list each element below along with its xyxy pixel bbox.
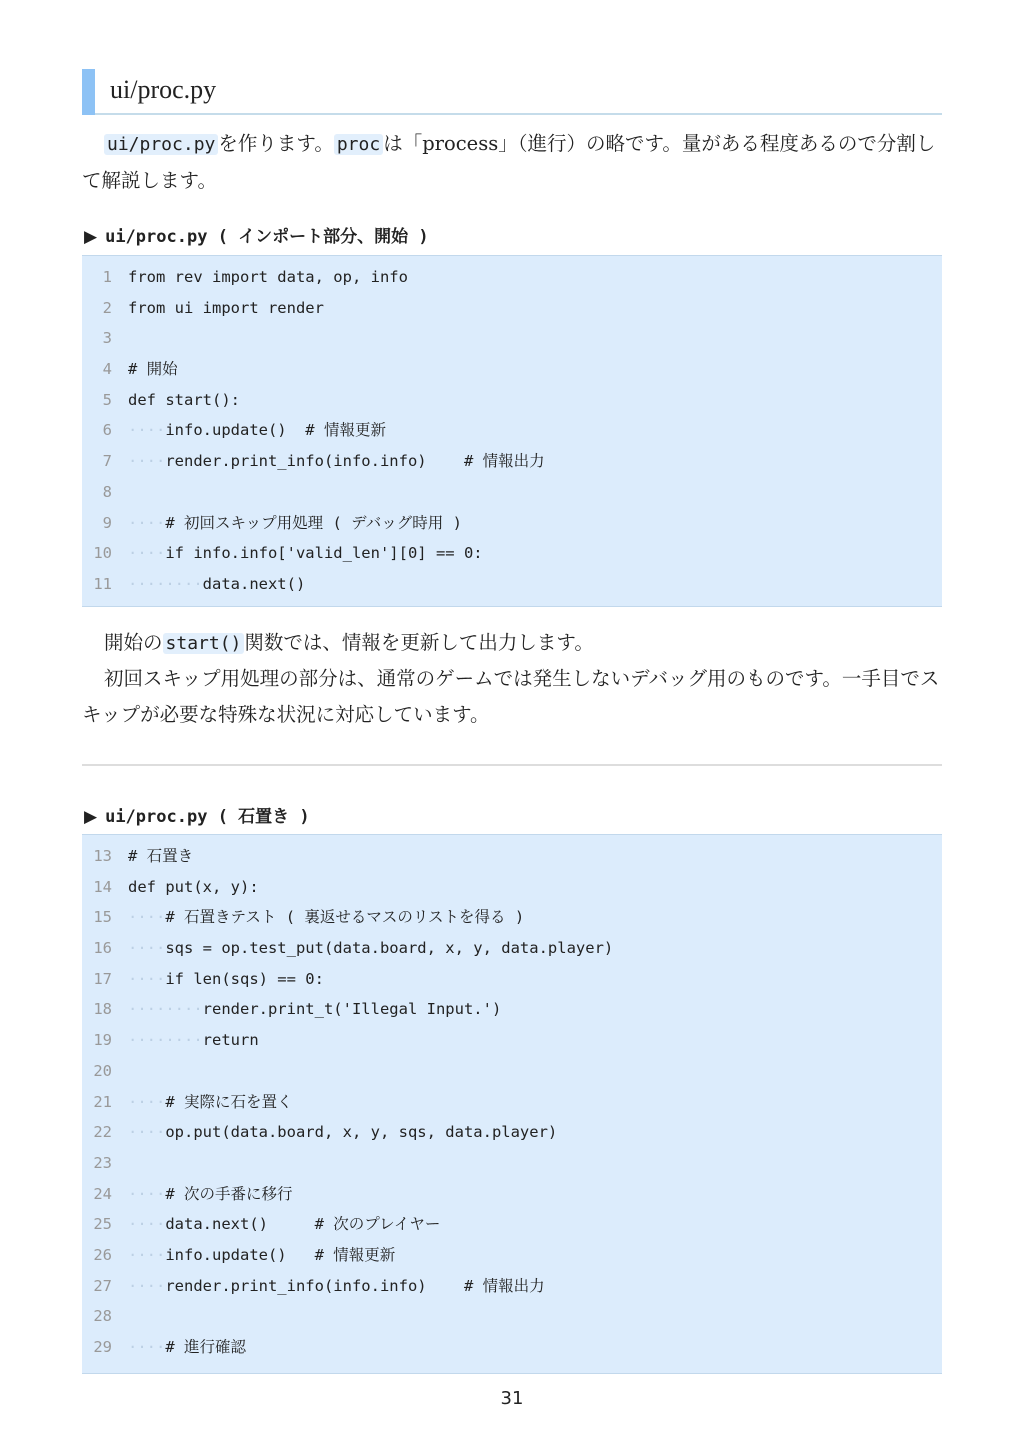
code-line [82,841,942,872]
line-number: 1 [102,268,112,286]
code-block-1 [82,255,942,607]
indent-guide: ···· [128,939,166,958]
line-number: 18 [93,1000,112,1019]
code-line [82,538,942,569]
code-line [82,1179,942,1210]
line-number: 26 [93,1245,112,1264]
code-line [82,446,942,477]
code-text: # 石置きテスト ( 裏返せるマスのリストを得る ) [165,908,525,927]
inline-code: ui/proc.py [104,134,218,155]
line-number: 3 [102,329,112,348]
indent-guide: ···· [128,1276,166,1295]
code-block-2 [82,834,942,1374]
indent-guide: ···· [128,452,166,471]
code-text: # 初回スキップ用処理 ( デバッグ時用 ) [165,513,462,532]
caption-note: ( 石置き ) [217,807,310,827]
indent-guide: ···· [128,513,166,532]
code-line [82,933,942,964]
line-number: 20 [93,1061,112,1080]
code-text: # 進行確認 [165,1338,246,1356]
text: 関数では、情報を更新して出力します。 [244,631,594,654]
code-text: def put(x, y): [128,877,259,896]
section-heading [82,69,942,115]
code-line [82,964,942,995]
code-line [82,293,942,324]
code-line [82,477,942,508]
page-number: 31 [500,1388,524,1409]
code-line [82,872,942,903]
line-number: 28 [93,1307,112,1326]
triangle-icon: ▶ [84,227,98,247]
code-text: op.put(data.board, x, y, sqs, data.player) [165,1123,558,1142]
line-number: 21 [93,1092,112,1111]
text: を作ります。 [218,132,334,155]
line-number: 5 [102,390,112,409]
code-line [82,262,942,293]
text: は「process」（進行）の略です。量がある程度あるので分割して解説します。 [82,132,936,192]
code-line [82,323,942,354]
paragraph-start [82,625,942,662]
code-text: from rev import data, op, info [128,268,408,286]
line-number: 14 [93,877,112,896]
line-number: 13 [93,847,112,865]
line-number: 2 [102,298,112,317]
line-number: 11 [93,574,112,593]
line-number: 19 [93,1031,112,1050]
code-text: return [202,1031,259,1050]
indent-guide: ···· [128,1184,166,1203]
line-number: 8 [102,482,112,501]
indent-guide: ···· [128,969,166,988]
code-line [82,385,942,416]
line-number: 23 [93,1153,112,1172]
heading-title: ui/proc.py [110,75,217,104]
code-caption-1 [84,222,429,247]
code-line [82,902,942,933]
code-line [82,1117,942,1148]
inline-code: proc [334,134,383,155]
line-number: 17 [93,969,112,988]
divider [82,764,942,766]
code-line [82,508,942,539]
line-number: 25 [93,1215,112,1234]
code-caption-2 [84,802,310,827]
indent-guide: ···· [128,1123,166,1142]
code-text: # 開始 [128,360,178,379]
line-number: 6 [102,421,112,440]
caption-file: ui/proc.py [105,807,208,827]
code-line [82,569,942,600]
code-text: info.update() # 情報更新 [165,421,386,440]
code-text: render.print_info(info.info) # 情報出力 [165,1276,545,1295]
caption-note: ( インポート部分、開始 ) [217,227,429,247]
code-line [82,1271,942,1302]
indent-guide: ···· [128,421,166,440]
text: 開始の [104,631,163,654]
code-line [82,1056,942,1087]
code-text: # 次の手番に移行 [165,1184,293,1203]
intro-paragraph [82,126,942,199]
indent-guide: ········ [128,1000,203,1019]
code-line [82,1025,942,1056]
code-line [82,1240,942,1271]
code-text: from ui import render [128,298,324,317]
paragraph-skip: 初回スキップ用処理の部分は、通常のゲームでは発生しないデバッグ用のものです。一手目でスキップが必要な特殊な状況に対応しています。 [82,667,940,726]
code-text: # 石置き [128,847,194,865]
indent-guide: ···· [128,908,166,927]
code-line [82,994,942,1025]
inline-code: start() [163,633,245,654]
line-number: 7 [102,452,112,471]
line-number: 4 [102,360,112,379]
indent-guide: ········ [128,574,203,593]
code-line [82,1148,942,1179]
indent-guide: ········ [128,1031,203,1050]
code-text: render.print_t('Illegal Input.') [202,1000,502,1019]
code-line [82,415,942,446]
line-number: 16 [93,939,112,958]
code-line [82,1209,942,1240]
code-text: render.print_info(info.info) # 情報出力 [165,452,545,471]
line-number: 27 [93,1276,112,1295]
line-number: 10 [93,544,112,563]
code-text: def start(): [128,390,240,409]
line-number: 15 [93,908,112,927]
line-number: 9 [102,513,112,532]
triangle-icon: ▶ [84,807,98,827]
caption-file: ui/proc.py [105,227,208,247]
code-text: data.next() [202,574,306,593]
line-number: 29 [93,1338,112,1356]
heading-accent-bar [82,69,95,115]
indent-guide: ···· [128,1245,166,1264]
code-text: if len(sqs) == 0: [165,969,324,988]
indent-guide: ···· [128,1338,166,1356]
indent-guide: ···· [128,1092,166,1111]
code-text: info.update() # 情報更新 [165,1245,396,1264]
indent-guide: ···· [128,1215,166,1234]
code-text: # 実際に石を置く [165,1092,293,1111]
code-text: if info.info['valid_len'][0] == 0: [165,544,483,563]
code-text: sqs = op.test_put(data.board, x, y, data.player) [165,939,614,958]
code-line [82,1301,942,1332]
line-number: 24 [93,1184,112,1203]
code-line [82,354,942,385]
code-line [82,1087,942,1118]
line-number: 22 [93,1123,112,1142]
code-line [82,1332,942,1363]
indent-guide: ···· [128,544,166,563]
code-text: data.next() # 次のプレイヤー [165,1215,441,1234]
